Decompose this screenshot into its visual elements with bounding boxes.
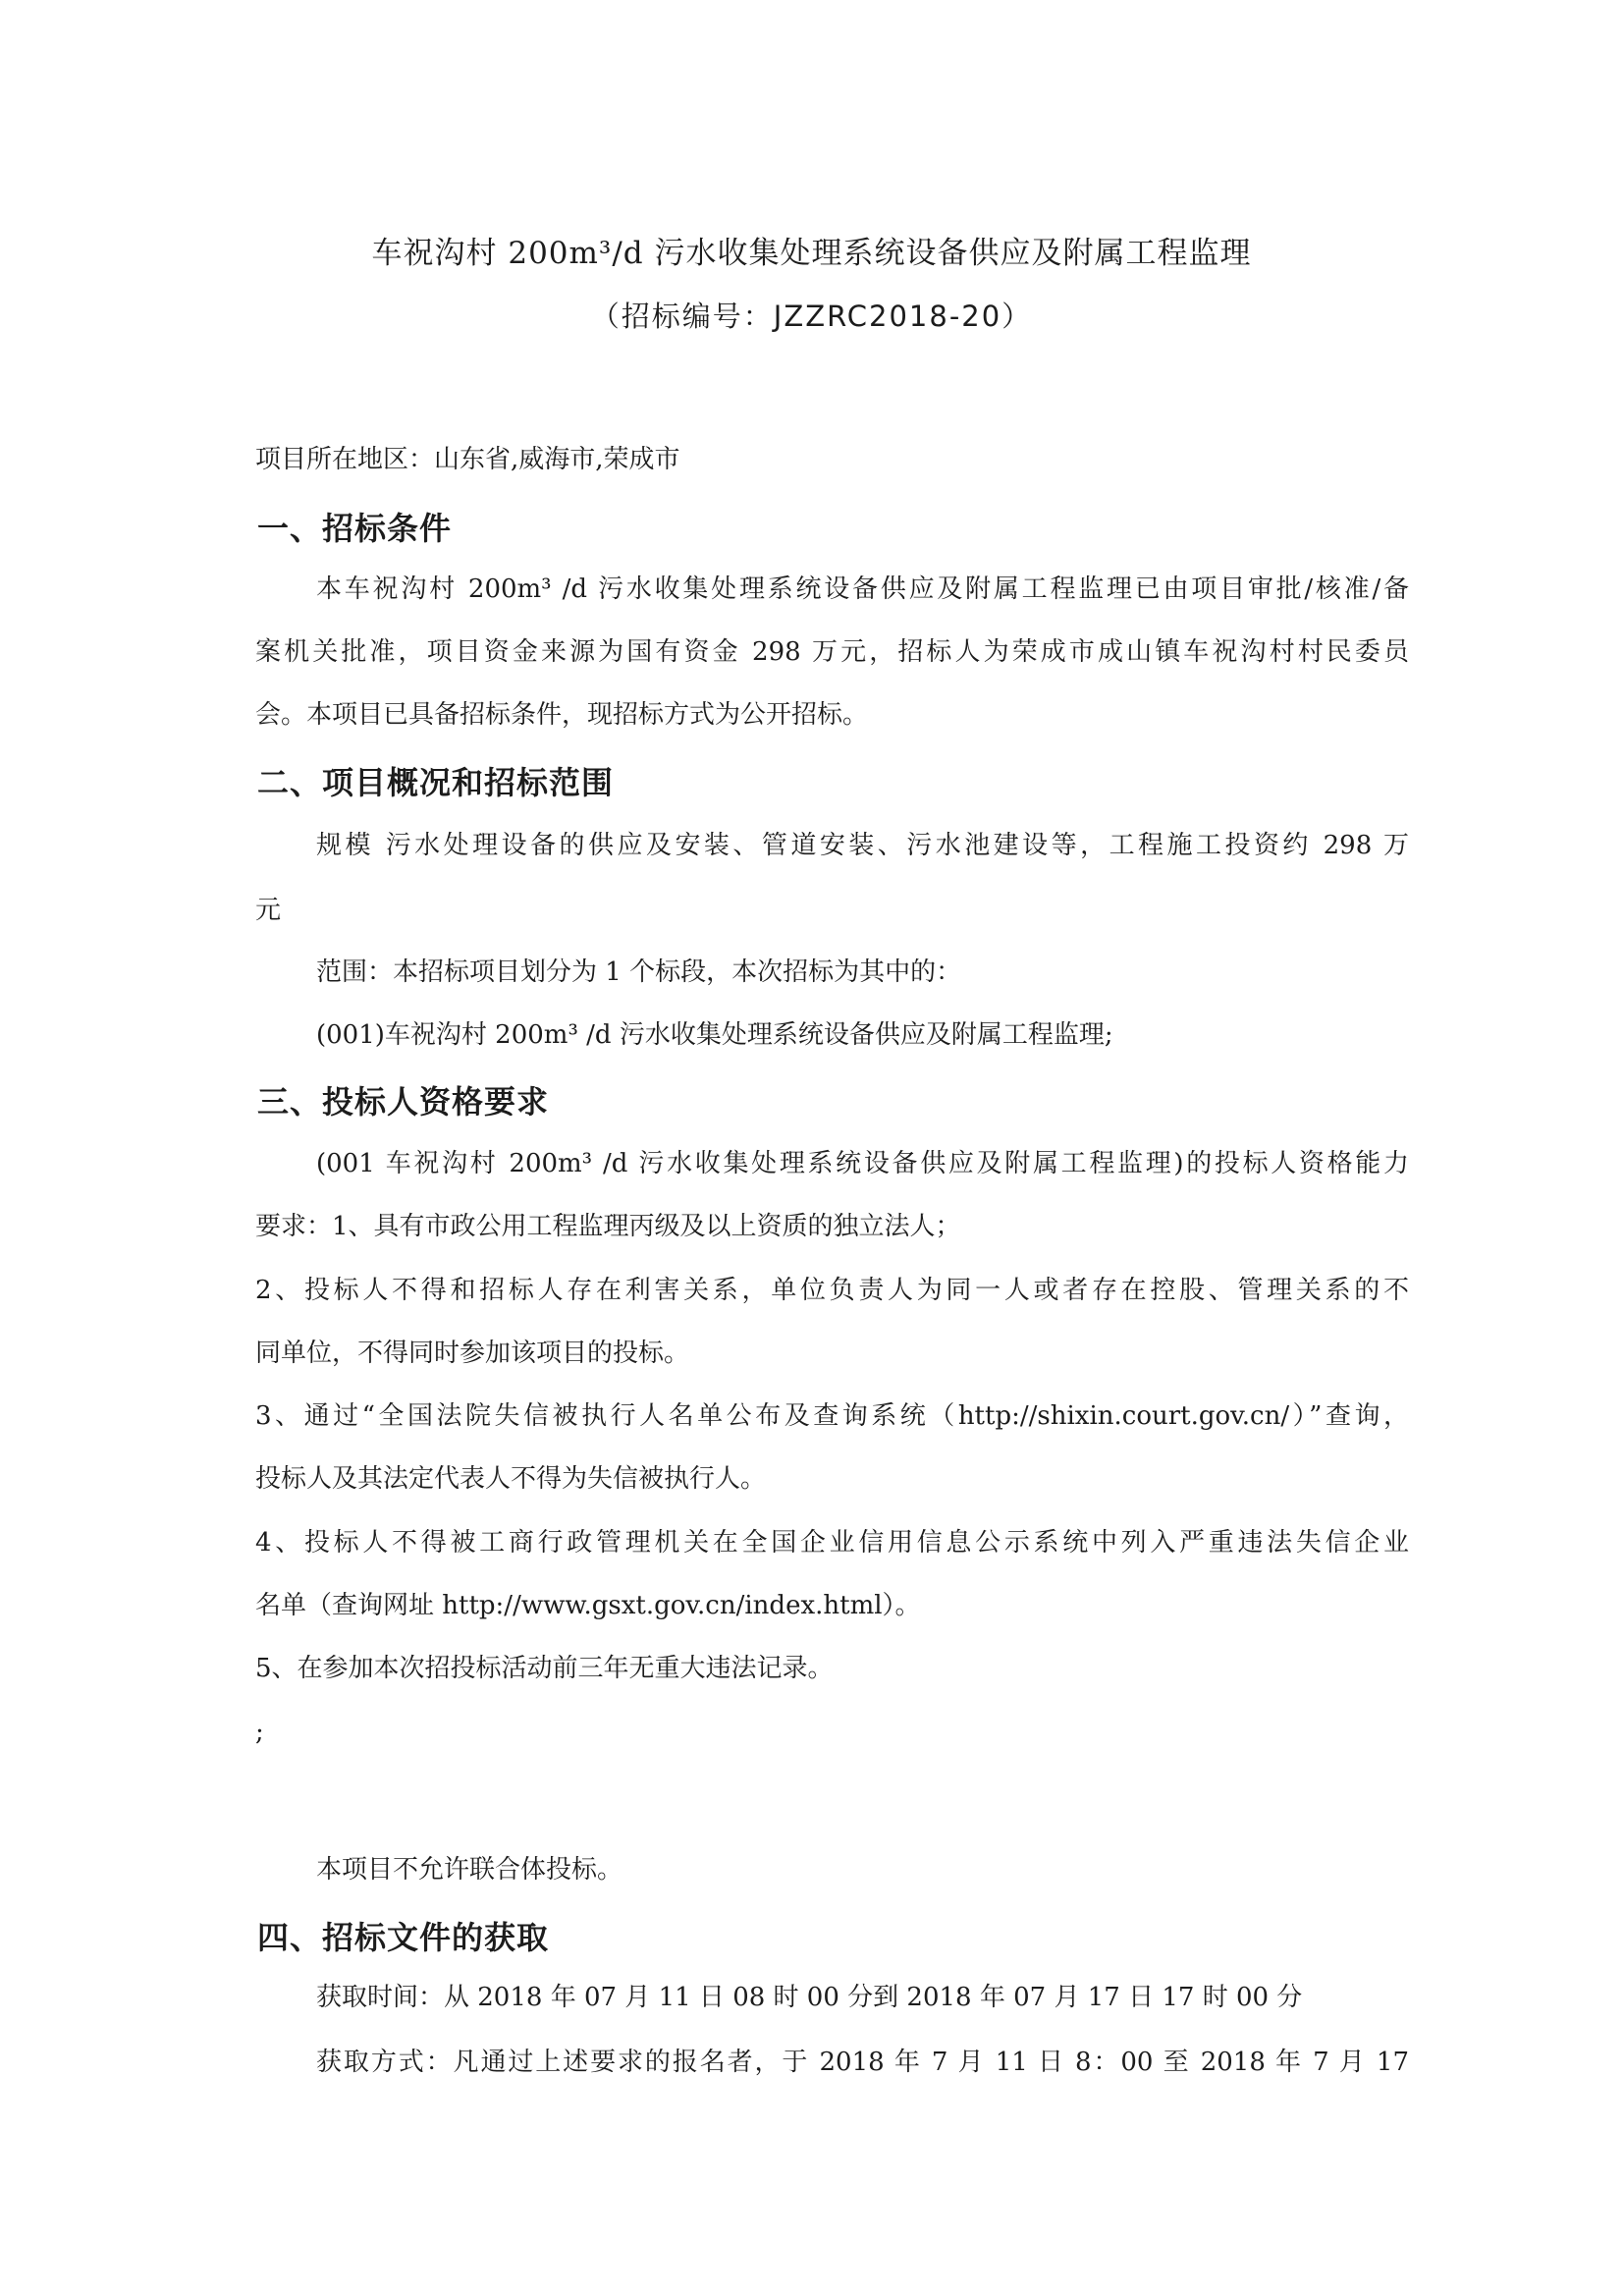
- document-title: 车祝沟村 200m³/d 污水收集处理系统设备供应及附属工程监理: [371, 236, 1252, 271]
- section-2-line-2: 元: [255, 896, 282, 925]
- section-3-line-9: 5、在参加本次招投标活动前三年无重大违法记录。: [255, 1654, 834, 1683]
- section-3-line-5: 3、通过“全国法院失信被执行人名单公布及查询系统（http://shixin.court.gov.cn/）”查询，: [255, 1401, 1409, 1431]
- section-3-line-2: 要求：1、具有市政公用工程监理丙级及以上资质的独立法人；: [255, 1212, 961, 1241]
- section-3-line-6: 投标人及其法定代表人不得为失信被执行人。: [255, 1464, 767, 1494]
- section-3-line-8: 名单（查询网址 http://www.gsxt.gov.cn/index.html）。: [255, 1591, 921, 1620]
- section-3-line-7: 4、投标人不得被工商行政管理机关在全国企业信用信息公示系统中列入严重违法失信企业: [255, 1528, 1409, 1558]
- section-3-line-11: 本项目不允许联合体投标。: [316, 1855, 623, 1885]
- project-location: 项目所在地区：山东省,威海市,荣成市: [255, 445, 680, 474]
- section-2-line-4: (001)车祝沟村 200m³ /d 污水收集处理系统设备供应及附属工程监理;: [316, 1020, 1113, 1050]
- section-2-line-1: 规模 污水处理设备的供应及安装、管道安装、污水池建设等，工程施工投资约 298 万: [316, 831, 1409, 860]
- section-heading-4: 四、招标文件的获取: [257, 1919, 550, 1956]
- section-heading-2: 二、项目概况和招标范围: [257, 764, 615, 801]
- section-3-line-1: (001 车祝沟村 200m³ /d 污水收集处理系统设备供应及附属工程监理)的投标人资格能力: [316, 1149, 1409, 1178]
- section-4-line-1: 获取时间：从 2018 年 07 月 11 日 08 时 00 分到 2018 年 07 月 17 日 17 时 00 分: [316, 1983, 1303, 2012]
- section-1-line-3: 会。本项目已具备招标条件，现招标方式为公开招标。: [255, 700, 869, 730]
- section-heading-1: 一、招标条件: [257, 510, 453, 547]
- section-heading-3: 三、投标人资格要求: [257, 1083, 550, 1121]
- section-3-line-10: ;: [255, 1718, 264, 1747]
- section-3-line-4: 同单位，不得同时参加该项目的投标。: [255, 1339, 690, 1368]
- section-1-line-1: 本车祝沟村 200m³ /d 污水收集处理系统设备供应及附属工程监理已由项目审批/核准/备: [316, 574, 1409, 604]
- tender-number: （招标编号：JZZRC2018-20）: [590, 300, 1033, 333]
- section-2-line-3: 范围：本招标项目划分为 1 个标段，本次招标为其中的：: [316, 957, 962, 987]
- section-3-line-3: 2、投标人不得和招标人存在利害关系，单位负责人为同一人或者存在控股、管理关系的不: [255, 1276, 1409, 1305]
- section-4-line-2: 获取方式：凡通过上述要求的报名者，于 2018 年 7 月 11 日 8：00 至 2018 年 7 月 17: [316, 2048, 1409, 2077]
- section-1-line-2: 案机关批准，项目资金来源为国有资金 298 万元，招标人为荣成市成山镇车祝沟村村民委员: [255, 637, 1409, 667]
